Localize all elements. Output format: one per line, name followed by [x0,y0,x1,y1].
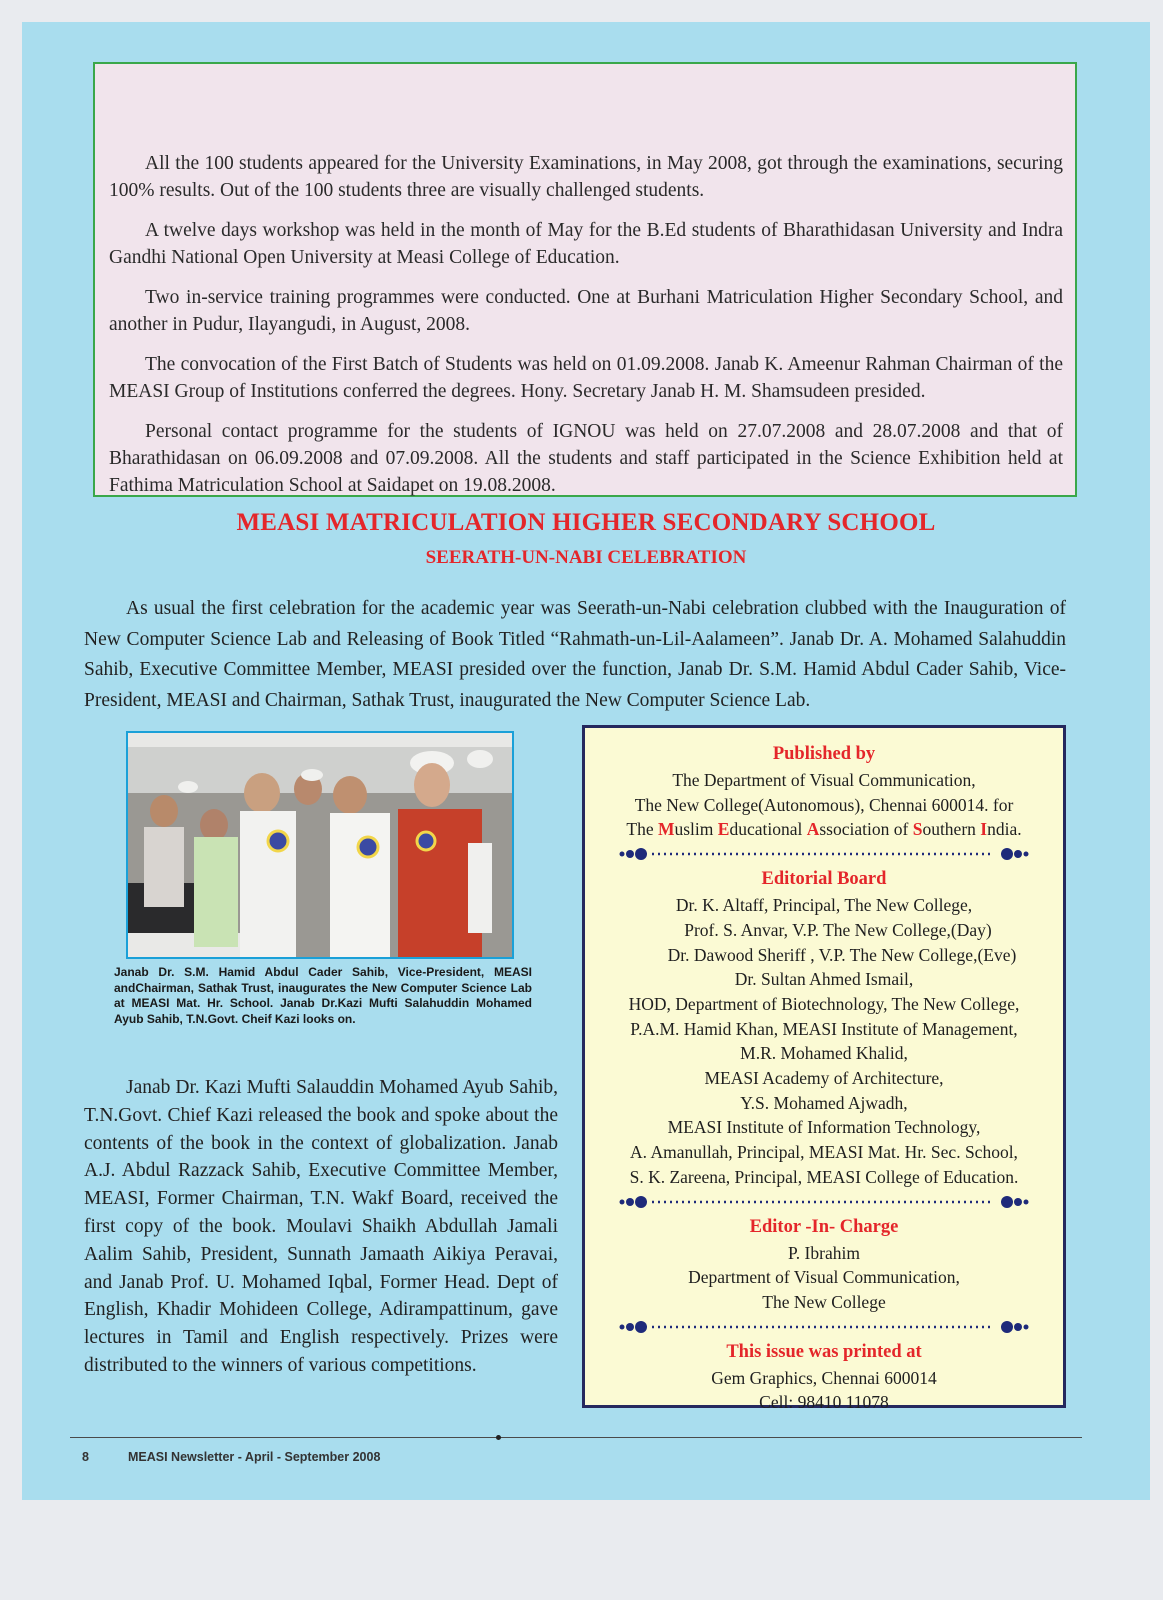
editor-line-3: The New College [762,1291,886,1312]
report-paragraph-4: The convocation of the First Batch of Students was held on 01.09.2008. Janab K. Ameenur Rahman Chairman of the MEASI Group of Institutions conferred the degrees. Hony. Secretary Janab H. M. Shamsudeen presided. [109,354,1063,402]
published-line-1: The Department of Visual Communication, [672,770,976,790]
event-photo [126,731,514,959]
photo-caption: Janab Dr. S.M. Hamid Abdul Cader Sahib, Vice-President, MEASI andChairman, Sathak Trust, inaugurates the New Computer Science Lab at MEASI Mat. Hr. School. Janab Dr.Kazi Mufti Salahuddin Mohamed Ayub Sahib, T.N.Govt. Cheif Kazi looks on. [114,965,532,1026]
editorial-line-3: Dr. Dawood Sheriff , V.P. The New College,(Eve) [667,944,1017,965]
org-word-5: ndia. [987,819,1022,840]
printer-line-2: Cell: 98410 11078 [759,1392,889,1413]
editorial-line-11: A. Amanullah, Principal, MEASI Mat. Hr. Sec. School, [630,1142,1018,1163]
editorial-line-8: MEASI Academy of Architecture, [704,1068,944,1089]
dotted-divider [585,843,1063,865]
section-subtitle: SEERATH-UN-NABI CELEBRATION [425,547,747,568]
org-initial-s: S [912,819,923,840]
section-intro-paragraph: As usual the first celebration for the academic year was Seerath-un-Nabi celebration clubbed with the Inauguration of New Computer Science Lab and Releasing of Book Titled “Rahmath-un-Lil-Aalameen”. Janab Dr. A. Mohamed Salahuddin Sahib, Executive Committee Member, MEASI presided over the function, Janab Dr. S.M. Hamid Abdul Cader Sahib, Vice-President, MEASI and Chairman, Sathak Trust, inaugurated the New Computer Science Lab. [84,598,1066,711]
editorial-line-4: Dr. Sultan Ahmed Ismail, [734,969,914,990]
org-word-3: ssociation of [819,819,913,840]
printed-at-heading: This issue was printed at [726,1341,922,1362]
org-word-4: outhern [922,819,981,840]
book-release-paragraph: Janab Dr. Kazi Mufti Salauddin Mohamed Ayub Sahib, T.N.Govt. Chief Kazi released the book and spoke about the contents of the book in the context of globalization. Janab A.J. Abdul Razzack Sahib, Executive Committee Member, MEASI, Former Chairman, T.N. Wakf Board, received the first copy of the book. Moulavi Shaikh Abdullah Jamali Aalim Sahib, President, Sunnath Jamaath Aikiya Peravai, and Janab Prof. U. Mohamed Iqbal, Former Head. Dept of English, Khadir Mohideen College, Adirampattinum, gave lectures in Tamil and English respectively. Prizes were distributed to the winners of various competitions. [84,1077,558,1376]
editorial-line-9: Y.S. Mohamed Ajwadh, [740,1092,908,1113]
publication-name: MEASI Newsletter - April - September 2008 [128,1450,381,1464]
report-paragraph-3: Two in-service training programmes were conducted. One at Burhani Matriculation Higher Secondary School, and another in Pudur, Ilayangudi, in August, 2008. [109,287,1063,335]
org-word-1: uslim [674,819,718,840]
printer-line-1: Gem Graphics, Chennai 600014 [711,1367,937,1388]
report-paragraph-2: A twelve days workshop was held in the month of May for the B.Ed students of Bharathidasan University and Indra Gandhi National Open University at Measi College of Education. [109,220,1063,268]
report-paragraph-1: All the 100 students appeared for the University Examinations, in May 2008, got through the examinations, securing 100% results. Out of the 100 students three are visually challenged students. [109,153,1063,201]
newsletter-page [22,22,1150,1500]
org-initial-m: M [657,819,675,840]
footer-rule [70,1437,1082,1438]
published-by-heading: Published by [772,744,876,764]
section-title: MEASI MATRICULATION HIGHER SECONDARY SCHOOL [236,509,936,536]
organization-name [585,817,1063,842]
college-of-education-report-box [93,62,1077,497]
editorial-line-5: HOD, Department of Biotechnology, The New College, [628,993,1020,1014]
editor-line-1: P. Ibrahim [788,1242,860,1263]
editorial-line-7: M.R. Mohamed Khalid, [740,1043,908,1064]
editorial-line-6: P.A.M. Hamid Khan, MEASI Institute of Management, [630,1018,1018,1039]
page-footer [82,1450,380,1464]
editorial-board-heading: Editorial Board [761,869,887,890]
event-photo-image [128,733,512,957]
scan-margin [0,1500,1163,1600]
editor-in-charge-heading: Editor -In- Charge [749,1216,899,1237]
editorial-line-1: Dr. K. Altaff, Principal, The New College, [675,895,973,916]
dotted-divider [585,1191,1063,1213]
page-number: 8 [82,1450,89,1464]
org-initial-e: E [717,819,730,840]
editorial-line-12: S. K. Zareena, Principal, MEASI College of Education. [629,1166,1019,1187]
org-initial-a: A [806,819,820,840]
publication-info-box [582,725,1066,1413]
org-the: The [626,819,658,840]
footer-rule-dot [496,1435,501,1440]
editor-line-2: Department of Visual Communication, [688,1267,960,1288]
editorial-line-10: MEASI Institute of Information Technology, [667,1117,981,1138]
org-initial-i: I [980,819,988,840]
org-word-2: ducational [729,819,807,840]
report-paragraph-5: Personal contact programme for the students of IGNOU was held on 27.07.2008 and 28.07.2008 and that of Bharathidasan on 06.09.2008 and 07.09.2008. All the students and staff participated in the Science Exhibition held at Fathima Matriculation School at Saidapet on 19.08.2008. [109,421,1063,496]
published-line-2: The New College(Autonomous), Chennai 600014. for [634,794,1014,815]
dotted-divider [585,1316,1063,1338]
editorial-line-2: Prof. S. Anvar, V.P. The New College,(Day) [684,919,992,940]
